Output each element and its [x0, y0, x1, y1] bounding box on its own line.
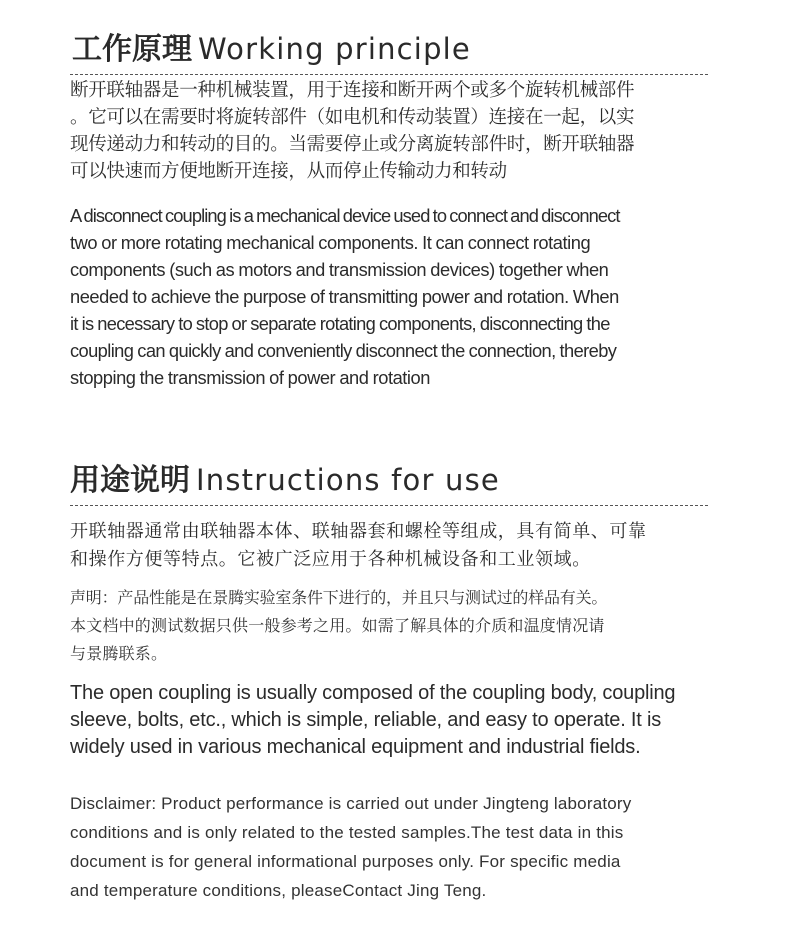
text-line: 声明：产品性能是在景腾实验室条件下进行的，并且只与测试过的样品有关。	[70, 588, 608, 607]
text-line: 与景腾联系。	[70, 644, 168, 663]
heading-en: Instructions for use	[196, 463, 500, 497]
text-line: widely used in various mechanical equipment and industrial fields.	[70, 736, 641, 758]
text-line: it is necessary to stop or separate rotating components, disconnecting the	[70, 313, 610, 334]
text-line: The open coupling is usually composed of the coupling body, coupling	[70, 682, 676, 704]
text-line: needed to achieve the purpose of transmitting power and rotation. When	[70, 286, 619, 307]
text-line: and temperature conditions, pleaseContact Jing Teng.	[70, 881, 487, 900]
text-line: A disconnect coupling is a mechanical device used to connect and disconnect	[70, 205, 620, 226]
text-line: 。它可以在需要时将旋转部件（如电机和传动装置）连接在一起，以实	[70, 107, 635, 128]
dashed-divider	[70, 74, 708, 75]
working-principle-body-zh	[70, 77, 720, 185]
text-line: document is for general informational purposes only. For specific media	[70, 852, 621, 871]
working-principle-heading	[72, 32, 471, 65]
text-line: 可以快速而方便地断开连接，从而停止传输动力和转动	[70, 161, 507, 182]
text-line: 和操作方便等特点。它被广泛应用于各种机械设备和工业领域。	[70, 549, 591, 570]
text-line: 开联轴器通常由联轴器本体、联轴器套和螺栓等组成，具有简单、可靠	[70, 521, 647, 542]
text-line: two or more rotating mechanical components. It can connect rotating	[70, 232, 591, 253]
working-principle-section	[70, 30, 720, 400]
text-line: coupling can quickly and conveniently disconnect the connection, thereby	[70, 340, 617, 361]
text-line: Disclaimer: Product performance is carried out under Jingteng laboratory	[70, 794, 632, 813]
text-line: stopping the transmission of power and rotation	[70, 367, 430, 388]
text-line: components (such as motors and transmission devices) together when	[70, 259, 609, 280]
instructions-body-en	[70, 680, 730, 761]
text-line: 现传递动力和转动的目的。当需要停止或分离旋转部件时，断开联轴器	[70, 134, 635, 155]
disclaimer-zh	[70, 584, 720, 668]
working-principle-body-en	[70, 202, 720, 391]
instructions-body-zh	[70, 518, 720, 574]
instructions-heading	[70, 463, 500, 496]
text-line: 本文档中的测试数据只供一般参考之用。如需了解具体的介质和温度情况请	[70, 616, 605, 635]
disclaimer-en	[70, 789, 730, 905]
text-line: sleeve, bolts, etc., which is simple, reliable, and easy to operate. It is	[70, 709, 662, 731]
text-line: 断开联轴器是一种机械装置，用于连接和断开两个或多个旋转机械部件	[70, 80, 635, 101]
dashed-divider	[70, 505, 708, 506]
heading-zh: 工作原理	[72, 32, 192, 67]
text-line: conditions and is only related to the tested samples.The test data in this	[70, 823, 624, 842]
instructions-section	[70, 460, 720, 910]
heading-en: Working principle	[198, 32, 471, 66]
heading-zh: 用途说明	[70, 463, 190, 498]
